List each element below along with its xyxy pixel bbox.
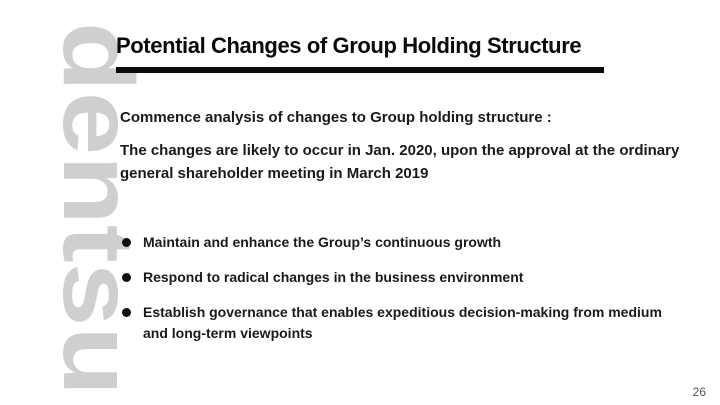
bullet-item	[120, 267, 680, 288]
bullet-text: Respond to radical changes in the business environment	[143, 269, 524, 285]
slide-title: Potential Changes of Group Holding Structure	[116, 33, 582, 58]
dentsu-logo-text: dentsu	[42, 22, 154, 350]
bullet-text: Maintain and enhance the Group’s continuous growth	[143, 234, 502, 250]
dentsu-logo	[0, 18, 154, 398]
bullet-list	[120, 232, 680, 358]
bullet-item	[120, 232, 680, 253]
intro-lead: Commence analysis of changes to Group holding structure :	[120, 109, 552, 126]
dentsu-logo-graphic	[0, 18, 154, 398]
page-number: 26	[692, 385, 706, 399]
bullet-dot-icon	[122, 308, 131, 317]
bullet-text: Establish governance that enables expeditious decision-making from medium and long-term viewpoints	[143, 304, 662, 341]
intro-detail: The changes are likely to occur in Jan. 2020, upon the approval at the ordinary general shareholder meeting in March 2019	[120, 142, 680, 182]
bullet-dot-icon	[122, 273, 131, 282]
bullet-item	[120, 302, 680, 344]
intro-block	[120, 106, 680, 185]
title-underline	[116, 67, 604, 73]
bullet-dot-icon	[122, 238, 131, 247]
